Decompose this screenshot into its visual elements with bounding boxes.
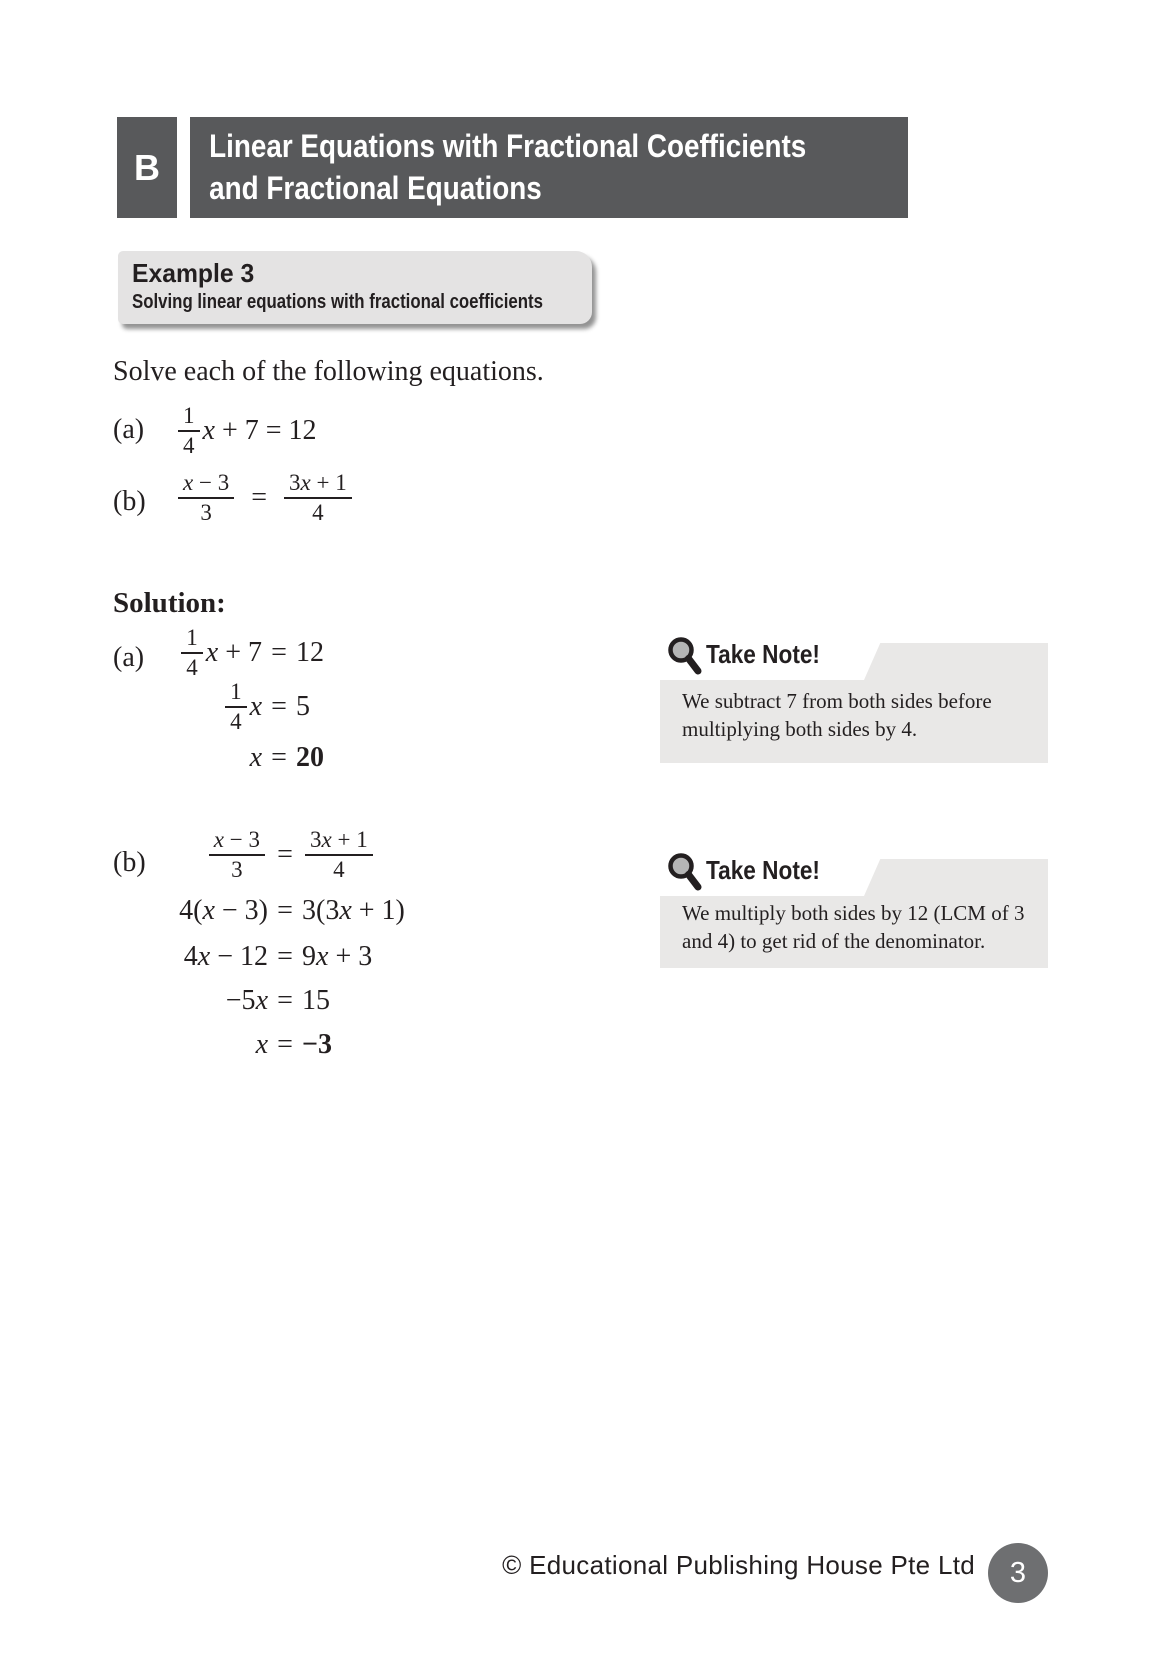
fraction-numerator <box>305 827 373 854</box>
fraction-numerator <box>225 679 247 706</box>
math-token: 4 <box>312 500 324 525</box>
equation-lhs <box>160 895 268 927</box>
math-token: 15 <box>302 985 330 1016</box>
math-token: 4 <box>333 857 345 882</box>
solution-a-steps <box>170 627 324 781</box>
math-token: x <box>316 941 329 972</box>
math-token: x <box>213 827 225 853</box>
fraction <box>209 827 265 883</box>
math-token: 5 <box>296 691 310 722</box>
note-title: Take Note! <box>706 855 820 885</box>
math-token: −5 <box>225 985 256 1016</box>
math-token: x <box>205 637 219 668</box>
fraction <box>181 625 203 681</box>
fraction-denominator <box>209 854 265 883</box>
math-token: 4 <box>183 433 195 458</box>
math-token: + 1 <box>331 827 368 853</box>
solution-b-label: (b) <box>113 847 146 878</box>
chapter-title-line1: Linear Equations with Fractional Coefficients <box>209 127 807 164</box>
math-token: 9 <box>302 941 316 972</box>
equation-step <box>170 627 324 679</box>
equals-sign: = <box>277 1029 293 1060</box>
magnifier-icon <box>665 633 707 679</box>
math-token: x <box>202 415 215 446</box>
math-token: x <box>249 691 262 722</box>
equals-sign: = <box>277 895 293 926</box>
equals-sign: = <box>277 839 293 870</box>
take-note-box <box>660 846 1048 968</box>
solution-b-steps <box>160 823 405 1067</box>
math-token: 4 <box>183 941 198 972</box>
fraction-denominator <box>181 652 203 681</box>
note-text: We subtract 7 from both sides before multiplying both sides by 4. <box>682 689 992 741</box>
part-b-equation <box>175 465 355 531</box>
part-a-label: (a) <box>113 414 145 445</box>
equation-step <box>160 1023 405 1067</box>
equation-lhs <box>170 625 262 681</box>
example-card <box>118 251 592 324</box>
equation-rhs <box>296 637 324 669</box>
note-title: Take Note! <box>706 639 820 669</box>
math-token: 4 <box>186 655 198 680</box>
copyright-text: © Educational Publishing House Pte Ltd <box>502 1550 975 1580</box>
math-token: − 3) <box>214 895 268 926</box>
fraction-denominator <box>178 497 234 526</box>
math-token: x <box>321 827 332 853</box>
fraction-denominator <box>178 430 200 459</box>
math-token: + 3 <box>328 941 373 972</box>
equation-rhs <box>296 742 324 774</box>
equation-step <box>160 935 405 979</box>
equation-lhs <box>170 742 262 774</box>
equation-step <box>170 679 324 735</box>
fraction-denominator <box>225 706 247 735</box>
fraction-numerator <box>178 470 234 497</box>
equals-sign: = <box>277 985 293 1016</box>
equals-sign: = <box>271 742 287 773</box>
chapter-title <box>190 126 806 209</box>
equation-step <box>160 887 405 935</box>
note-text: We multiply both sides by 12 (LCM of 3 and 4) to get rid of the denominator. <box>682 901 1025 953</box>
math-token: 3(3 <box>302 895 340 926</box>
math-token: x <box>197 941 211 972</box>
math-token: 4 <box>230 709 242 734</box>
section-badge: B <box>117 117 177 218</box>
part-a-equation <box>175 400 317 462</box>
equation-lhs <box>160 827 268 883</box>
math-token: 3 <box>231 857 243 882</box>
math-token: x <box>255 985 268 1016</box>
example-subtitle: Solving linear equations with fractional coefficients <box>132 290 543 313</box>
fraction-numerator <box>284 470 352 497</box>
equation-rhs <box>302 941 372 973</box>
chapter-title-bar <box>190 117 908 218</box>
fraction-numerator <box>181 625 203 652</box>
equation-step <box>160 979 405 1023</box>
equation-lhs <box>170 679 262 735</box>
chapter-title-line2: and Fractional Equations <box>209 169 542 206</box>
math-token: x <box>300 470 311 496</box>
math-token: 4( <box>179 895 203 926</box>
equation-rhs <box>302 1029 332 1061</box>
equation-rhs <box>296 691 310 723</box>
take-note-box <box>660 630 1048 763</box>
math-token: = <box>237 482 281 513</box>
math-token: − 3 <box>224 827 260 853</box>
fraction <box>178 403 200 459</box>
math-token: x <box>249 742 262 773</box>
math-token: x <box>202 895 215 926</box>
magnifier-icon <box>665 849 707 895</box>
equation-step <box>170 735 324 781</box>
fraction-numerator <box>209 827 265 854</box>
page-number-badge: 3 <box>988 1543 1048 1603</box>
math-token: 3 <box>200 500 212 525</box>
equals-sign: = <box>277 941 293 972</box>
solution-a-label: (a) <box>113 642 145 673</box>
equation-step <box>160 823 405 887</box>
fraction-denominator <box>305 854 373 883</box>
math-token: + 7 = 12 <box>214 415 317 446</box>
math-token: 12 <box>296 637 324 668</box>
math-token: 1 <box>183 403 195 429</box>
math-token: −3 <box>302 1029 332 1060</box>
math-token: 3 <box>289 470 301 496</box>
equation-lhs <box>160 941 268 973</box>
fraction <box>284 470 352 526</box>
math-token: 3 <box>310 827 322 853</box>
fraction-numerator <box>178 403 200 430</box>
example-heading: Example 3 <box>132 258 255 288</box>
fraction-denominator <box>284 497 352 526</box>
equals-sign: = <box>271 637 287 668</box>
math-token: 1 <box>230 679 242 705</box>
math-token: x <box>183 470 194 496</box>
math-token: x <box>339 895 352 926</box>
problem-intro: Solve each of the following equations. <box>113 356 544 387</box>
equals-sign: = <box>271 691 287 722</box>
math-token: 1 <box>186 625 198 651</box>
fraction <box>225 679 247 735</box>
math-token: + 7 <box>218 637 262 668</box>
equation-rhs <box>302 985 330 1017</box>
equation-rhs <box>302 827 376 883</box>
equation-lhs <box>160 985 268 1017</box>
math-token: + 1 <box>310 470 347 496</box>
math-token: 20 <box>296 742 324 773</box>
math-token: x <box>255 1029 268 1060</box>
math-token: − 12 <box>210 941 268 972</box>
part-b-label: (b) <box>113 486 146 517</box>
solution-heading: Solution: <box>113 587 226 619</box>
math-token: + 1) <box>351 895 405 926</box>
equation-rhs <box>302 895 405 927</box>
equation-lhs <box>160 1029 268 1061</box>
math-token: − 3 <box>193 470 230 496</box>
fraction <box>305 827 373 883</box>
fraction <box>178 470 234 526</box>
